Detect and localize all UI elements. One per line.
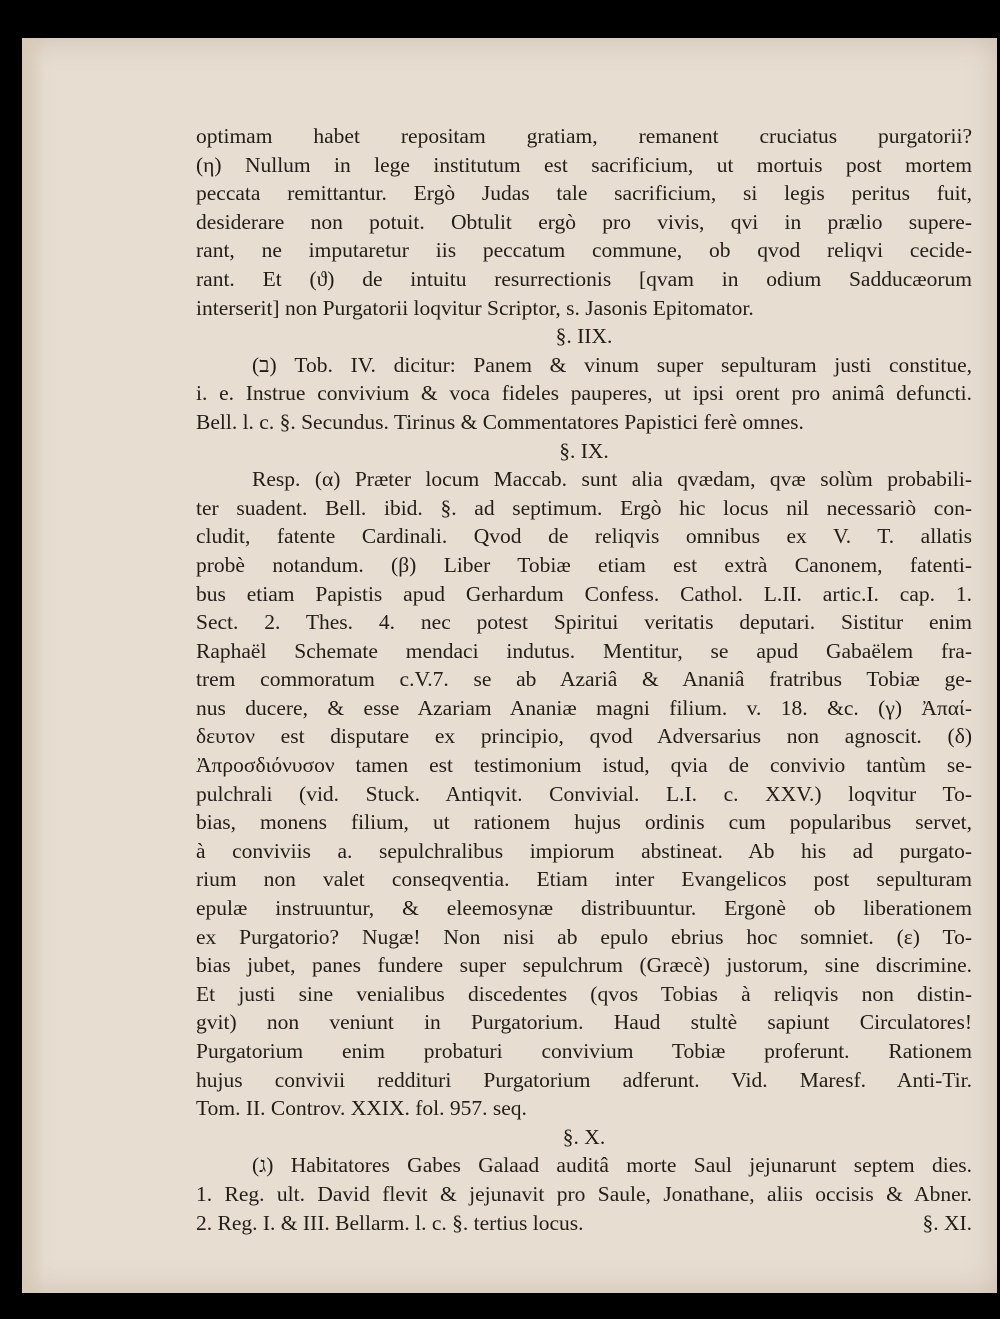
- text-line: peccata remittantur. Ergò Judas tale sacrificium, si legis peritus fuit,: [196, 181, 972, 206]
- text-line: rant. Et (ϑ) de intuitu resurrectionis [qvam in odium Sadducæorum: [196, 266, 972, 291]
- text-line: bias, monens filium, ut rationem hujus ordinis cum popularibus servet,: [196, 810, 972, 835]
- text-line: i. e. Instrue convivium & voca fideles pauperes, ut ipsi orent pro animâ defuncti.: [196, 381, 972, 406]
- text-line: rant, ne imputaretur iis peccatum commune, ob qvod reliqvi cecide-: [196, 238, 972, 263]
- text-line: rium non valet conseqventia. Etiam inter Evangelicos post sepulturam: [196, 867, 972, 892]
- section-heading: §. IIX.: [555, 324, 613, 349]
- text-line: 2. Reg. I. & III. Bellarm. l. c. §. tertius locus.: [196, 1210, 584, 1235]
- text-line: Et justi sine venialibus discedentes (qvos Tobias à reliqvis non distin-: [196, 981, 972, 1006]
- text-line: ex Purgatorio? Nugæ! Non nisi ab epulo ebrius hoc somniet. (ε) To-: [196, 924, 972, 949]
- text-line: (η) Nullum in lege institutum est sacrificium, ut mortuis post mortem: [196, 152, 972, 177]
- text-line: ter suadent. Bell. ibid. §. ad septimum. Ergò hic locus nil necessariò con-: [196, 495, 972, 520]
- section-heading: §. IX.: [559, 438, 609, 463]
- text-line: bus etiam Papistis apud Gerhardum Confess. Cathol. L.II. artic.I. cap. 1.: [196, 581, 972, 606]
- book-page: [22, 38, 997, 1293]
- last-line-row: [196, 1209, 972, 1238]
- text-line: Bell. l. c. §. Secundus. Tirinus & Commentatores Papistici ferè omnes.: [196, 409, 804, 434]
- text-line: pulchrali (vid. Stuck. Antiqvit. Convivial. L.I. c. XXV.) loqvitur To-: [196, 781, 972, 806]
- text-line: hujus convivii reddituri Purgatorium adferunt. Vid. Maresf. Anti-Tir.: [196, 1067, 972, 1092]
- text-line: Purgatorium enim probaturi convivium Tobiæ proferunt. Rationem: [196, 1039, 972, 1063]
- text-line: Raphaël Schemate mendaci indutus. Mentitur, se apud Gabaëlem fra-: [196, 638, 972, 663]
- text-line: δευτον est disputare ex principio, qvod Adversarius non agnoscit. (δ): [196, 724, 972, 749]
- text-line: optimam habet repositam gratiam, remanent cruciatus purgatorii?: [196, 124, 972, 148]
- catchword: §. XI.: [922, 1210, 972, 1235]
- text-line: 1. Reg. ult. David flevit & jejunavit pro Saule, Jonathane, aliis occisis & Abner.: [196, 1181, 972, 1206]
- text-line: desiderare non potuit. Obtulit ergò pro vivis, qvi in prælio supere-: [196, 209, 972, 234]
- page-text: [196, 122, 972, 1237]
- text-line: (ג) Habitatores Gabes Galaad auditâ morte Saul jejunarunt septem dies.: [252, 1153, 972, 1178]
- text-line: probè notandum. (β) Liber Tobiæ etiam est extrà Canonem, fatenti-: [196, 552, 972, 577]
- text-line: Resp. (α) Præter locum Maccab. sunt alia qvædam, qvæ solùm probabili-: [252, 467, 972, 492]
- text-line: à conviviis a. sepulchralibus impiorum abstineat. Ab his ad purgato-: [196, 838, 972, 863]
- text-line: cludit, fatente Cardinali. Qvod de reliqvis omnibus ex V. T. allatis: [196, 524, 972, 549]
- text-line: bias jubet, panes fundere super sepulchrum (Græcè) justorum, sine discrimine.: [196, 953, 972, 978]
- text-line: trem commoratum c.V.7. se ab Azariâ & Ananiâ fratribus Tobiæ ge-: [196, 667, 972, 692]
- section-heading: §. X.: [562, 1124, 606, 1149]
- text-line: interserit] non Purgatorii loqvitur Scriptor, s. Jasonis Epitomator.: [196, 295, 754, 320]
- text-line: Sect. 2. Thes. 4. nec potest Spiritui veritatis deputari. Sistitur enim: [196, 610, 972, 635]
- text-line: gvit) non veniunt in Purgatorium. Haud stultè sapiunt Circulatores!: [196, 1010, 972, 1035]
- text-line: nus ducere, & esse Azariam Ananiæ magni filium. v. 18. &c. (γ) Ἀπαί-: [196, 695, 972, 720]
- text-line: Ἀπροσδιόνυσον tamen est testimonium istud, qvia de convivio tantùm se-: [196, 753, 972, 778]
- text-line: epulæ instruuntur, & eleemosynæ distribuuntur. Ergonè ob liberationem: [196, 896, 972, 921]
- text-line: (ב) Tob. IV. dicitur: Panem & vinum super sepulturam justi constitue,: [252, 352, 972, 377]
- text-line: Tom. II. Controv. XXIX. fol. 957. seq.: [196, 1096, 527, 1121]
